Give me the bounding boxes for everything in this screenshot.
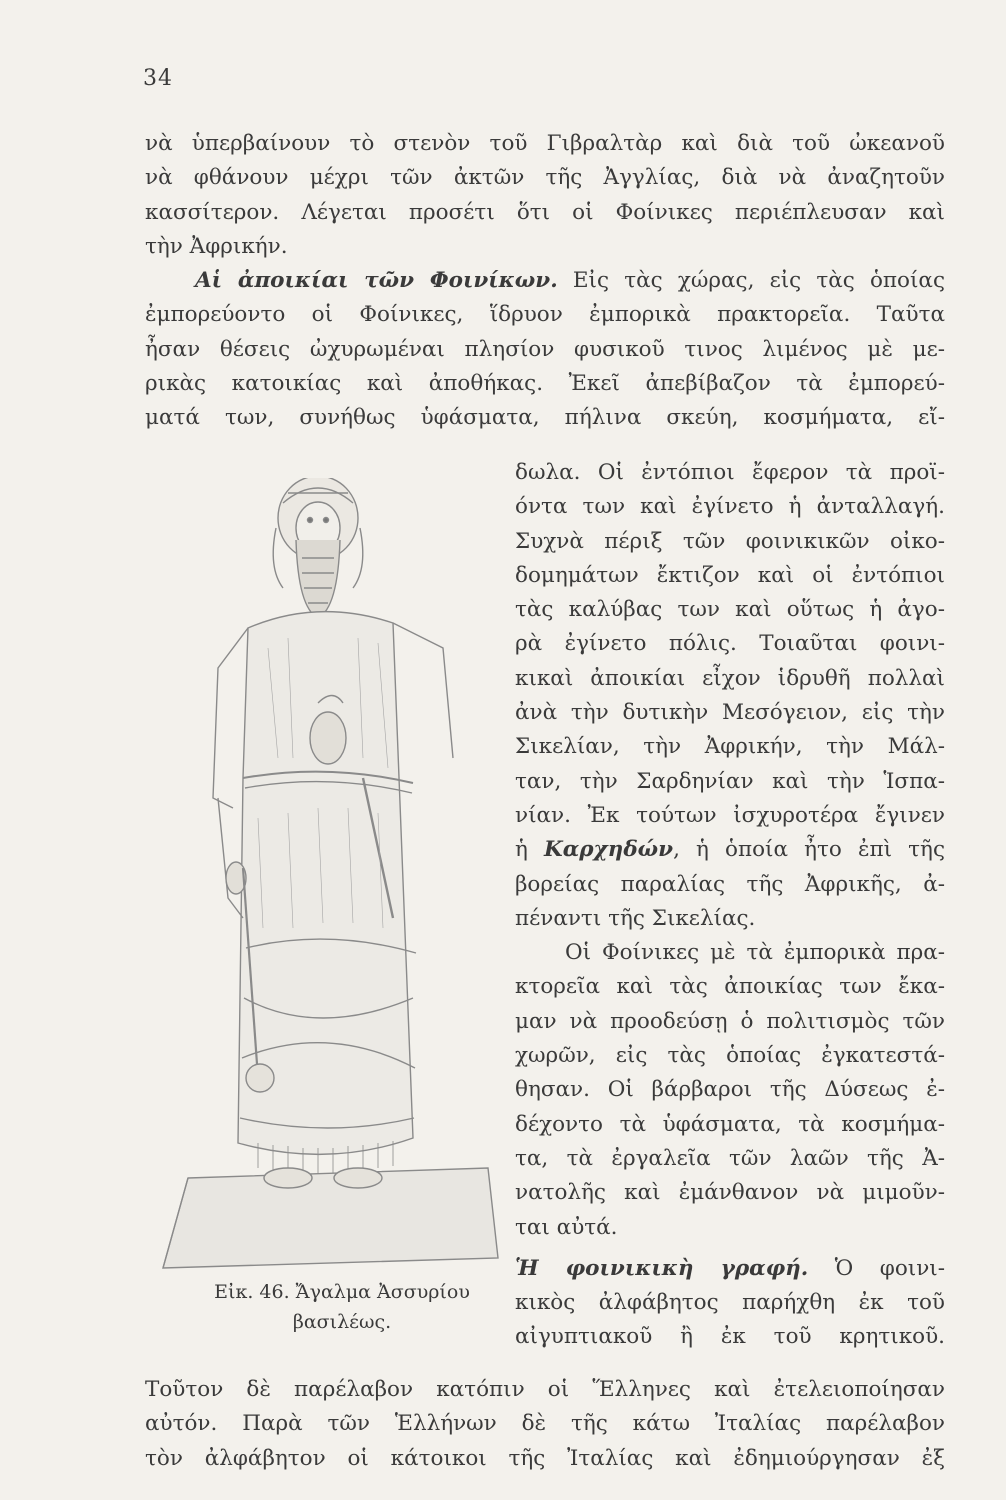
right-column-text bbox=[515, 456, 945, 1355]
carthage-name: Καρχηδών bbox=[544, 837, 674, 863]
page-number: 34 bbox=[143, 66, 173, 91]
assyrian-king-statue-figure bbox=[158, 478, 513, 1278]
heading-line-rest: Εἰς τὰς χώρας, εἰς τὰς ὁποίας bbox=[572, 268, 945, 294]
text-line: νατολῆς καὶ ἐμάνθανον νὰ μιμοῦν- bbox=[515, 1180, 945, 1206]
text-line: κτορεῖα καὶ τὰς ἀποικίας των ἔκα- bbox=[515, 974, 945, 1000]
carthage-pre: ἡ bbox=[515, 837, 528, 863]
statue-illustration bbox=[158, 478, 513, 1278]
text-line: νὰ φθάνουν μέχρι τῶν ἀκτῶν τῆς Ἀγγλίας, διὰ νὰ ἀναζητοῦν bbox=[145, 165, 945, 191]
caption-line: βασιλέως. bbox=[292, 1311, 392, 1333]
writing-heading-line bbox=[515, 1252, 945, 1286]
text-line: δωλα. Οἱ ἐντόπιοι ἔφερον τὰ προϊ- bbox=[515, 460, 945, 485]
writing-heading: Ἡ φοινικικὴ γραφή. bbox=[515, 1255, 809, 1281]
text-line: βορείας παραλίας τῆς Ἀφρικῆς, ἀ- bbox=[515, 871, 945, 897]
text-line: κικὸς ἀλφάβητος παρήχθη ἐκ τοῦ bbox=[515, 1290, 945, 1316]
text-line: ται αὐτά. bbox=[515, 1214, 618, 1240]
text-line: ἀνὰ τὴν δυτικὴν Μεσόγειον, εἰς τὴν bbox=[515, 700, 945, 726]
text-line: Συχνὰ πέριξ τῶν φοινικικῶν οἰκο- bbox=[515, 528, 945, 554]
carthage-post: , ἡ ὁποία ἦτο ἐπὶ τῆς bbox=[673, 837, 945, 863]
caption-line: Εἰκ. 46. Ἄγαλμα Ἀσσυρίου bbox=[214, 1281, 470, 1303]
text-line: κασσίτερον. Λέγεται προσέτι ὅτι οἱ Φοίνικες περιέπλευσαν καὶ bbox=[145, 199, 945, 225]
section-heading: Αἱ ἀποικίαι τῶν Φοινίκων. bbox=[195, 268, 558, 294]
text-line: χωρῶν, εἰς τὰς ὁποίας ἐγκατεστά- bbox=[515, 1043, 945, 1069]
text-line: νίαν. Ἐκ τούτων ἰσχυροτέρα ἔγινεν bbox=[515, 802, 945, 828]
text-line: ἦσαν θέσεις ὠχυρωμέναι πλησίον φυσικοῦ τινος λιμένος μὲ με- bbox=[145, 336, 945, 362]
text-line: τὸν ἀλφάβητον οἱ κάτοικοι τῆς Ἰταλίας καὶ ἐδημιούργησαν ἐξ bbox=[145, 1445, 945, 1471]
carthage-line bbox=[515, 833, 945, 867]
text-line: Τοῦτον δὲ παρέλαβον κατόπιν οἱ Ἕλληνες καὶ ἐτελειοποίησαν bbox=[145, 1377, 945, 1402]
text-line: πέναντι τῆς Σικελίας. bbox=[515, 905, 756, 931]
text-line: ταν, τὴν Σαρδηνίαν καὶ τὴν Ἱσπα- bbox=[515, 768, 945, 794]
writing-heading-rest: Ὁ φοινι- bbox=[834, 1255, 945, 1281]
text-line: ρικὰς κατοικίας καὶ ἀποθήκας. Ἐκεῖ ἀπεβίβαζον τὰ ἐμπορεύ- bbox=[145, 371, 945, 397]
text-line: κικαὶ ἀποικίαι εἶχον ἱδρυθῆ πολλαὶ bbox=[515, 665, 945, 691]
text-line: τὰς καλύβας των καὶ οὕτως ἡ ἀγο- bbox=[515, 597, 945, 623]
text-line: δομημάτων ἔκτιζον καὶ οἱ ἐντόπιοι bbox=[515, 562, 945, 588]
text-line: Οἱ Φοίνικες μὲ τὰ ἐμπορικὰ πρα- bbox=[565, 940, 945, 966]
text-line: δέχοντο τὰ ὑφάσματα, τὰ κοσμήμα- bbox=[515, 1111, 945, 1137]
text-line: αὐτόν. Παρὰ τῶν Ἑλλήνων δὲ τῆς κάτω Ἰταλίας παρέλαβον bbox=[145, 1411, 945, 1437]
top-paragraph bbox=[145, 127, 945, 436]
text-line: Σικελίαν, τὴν Ἀφρικήν, τὴν Μάλ- bbox=[515, 734, 945, 760]
bottom-paragraph bbox=[145, 1373, 945, 1476]
text-line: ματά των, συνήθως ὑφάσματα, πήλινα σκεύη, κοσμήματα, εἴ- bbox=[145, 405, 945, 431]
text-line: όντα των καὶ ἐγίνετο ἡ ἀνταλλαγή. bbox=[515, 494, 945, 520]
figure-caption bbox=[172, 1277, 512, 1337]
text-line: ρὰ ἐγίνετο πόλις. Τοιαῦται φοινι- bbox=[515, 631, 945, 657]
text-line: αἰγυπτιακοῦ ἢ ἐκ τοῦ κρητικοῦ. bbox=[515, 1324, 945, 1350]
text-line: τὴν Ἀφρικήν. bbox=[145, 233, 288, 259]
section-heading-line bbox=[145, 264, 945, 298]
text-line: τα, τὰ ἐργαλεῖα τῶν λαῶν τῆς Ἀ- bbox=[515, 1145, 945, 1171]
text-line: θησαν. Οἱ βάρβαροι τῆς Δύσεως ἐ- bbox=[515, 1077, 945, 1103]
text-line: ἐμπορεύοντο οἱ Φοίνικες, ἵδρυον ἐμπορικὰ πρακτορεῖα. Ταῦτα bbox=[145, 302, 945, 328]
text-line: νὰ ὑπερβαίνουν τὸ στενὸν τοῦ Γιβραλτὰρ καὶ διὰ τοῦ ὠκεανοῦ bbox=[145, 131, 945, 156]
text-line: μαν νὰ προοδεύσῃ ὁ πολιτισμὸς τῶν bbox=[515, 1008, 945, 1034]
